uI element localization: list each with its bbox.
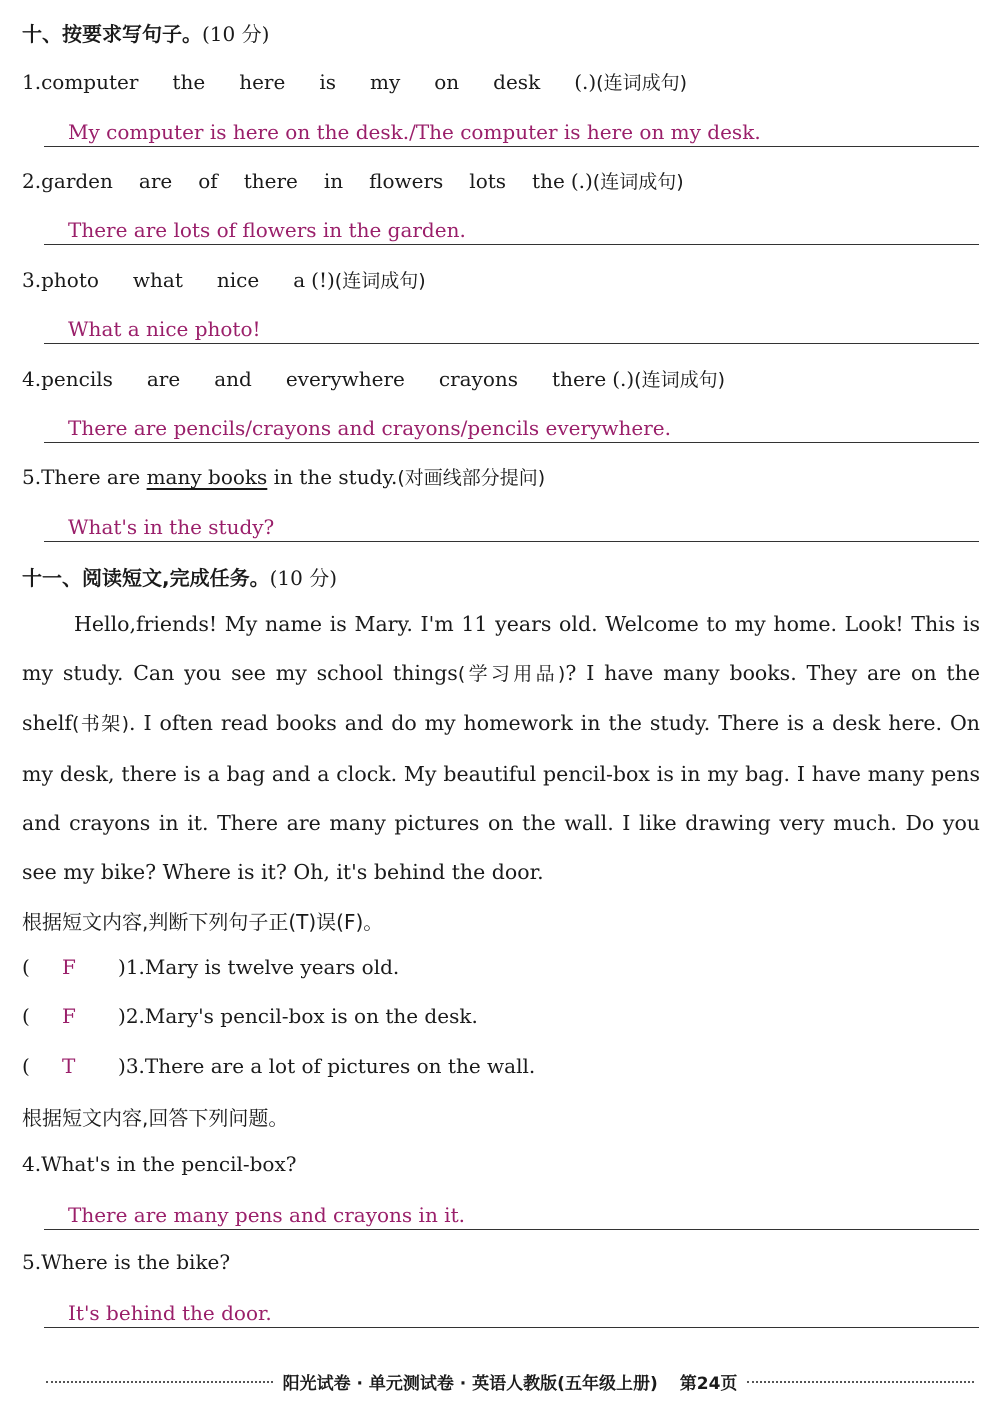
answer-text: There are lots of flowers in the garden. [68,218,466,242]
word: crayons [438,367,519,391]
tf-item-2 [22,1004,478,1028]
question-number: 2. [22,169,42,193]
word: garden [41,169,113,193]
close-paren: ) [118,1054,126,1078]
word: photo [41,268,99,292]
word: in [323,169,344,193]
word: a [293,268,306,292]
word: is [319,70,336,94]
section-11-heading [22,562,337,591]
question-instruction: (连词成句) [596,72,687,94]
close-paren: ) [118,955,126,979]
answer-line[interactable] [44,408,979,443]
word: the [532,169,565,193]
qa-instruction: 根据短文内容,回答下列问题。 [22,1106,289,1130]
word: desk [493,70,541,94]
answer-text: What's in the study? [68,515,275,539]
page-footer [36,1366,984,1396]
answer-text: There are pencils/crayons and crayons/pencils everywhere. [68,416,671,440]
word: and [214,367,252,391]
word: flowers [369,169,444,193]
section-11-title: 十一、阅读短文,完成任务。 [22,566,270,590]
question-number: 3. [22,268,42,292]
answer-text: My computer is here on the desk./The computer is here on my desk. [68,120,761,144]
qa-question-5 [22,1250,230,1274]
tf-mark[interactable]: T [62,1054,76,1078]
qa-question-text: 5.Where is the bike? [22,1250,231,1274]
question-2 [22,167,684,194]
section-10-heading [22,18,269,47]
word: pencils [41,367,113,391]
answer-line[interactable] [44,1195,979,1230]
word: are [146,367,181,391]
page-number: 第24页 [679,1373,738,1394]
question-instruction: (连词成句) [634,369,725,391]
close-paren: ) [118,1004,126,1028]
answer-line[interactable] [44,210,979,245]
word: there [552,367,607,391]
answer-text: It's behind the door. [68,1301,272,1325]
passage-text: ? I have many books. They are on the shelf [22,661,980,736]
underlined-phrase: many books [146,465,268,489]
footer-title: 阳光试卷 · 单元测试卷 · 英语人教版(五年级上册) [282,1373,658,1394]
tf-instruction: 根据短文内容,判断下列句子正(T)误(F)。 [22,910,384,934]
word: my [369,70,401,94]
open-paren: ( [22,955,30,979]
answer-line[interactable] [44,309,979,344]
answer-text: There are many pens and crayons in it. [68,1203,465,1227]
footer-divider-left [46,1380,273,1383]
word: everywhere [285,367,405,391]
passage-gloss: (书架) [72,713,130,736]
word: lots [469,169,507,193]
punctuation: (.) [574,70,597,94]
tf-statement: 2.Mary's pencil-box is on the desk. [125,1004,478,1028]
word: computer [41,70,139,94]
open-paren: ( [22,1004,30,1028]
open-paren: ( [22,1054,30,1078]
section-10-score: (10 分) [202,22,270,46]
tf-item-1 [22,955,399,979]
sentence-part: in the study. [267,465,398,489]
question-1 [22,68,687,95]
word: here [239,70,286,94]
question-instruction: (连词成句) [334,270,426,292]
passage-gloss: (学习用品) [457,663,566,686]
sentence-part: There are [41,465,147,489]
answer-line[interactable] [44,112,979,147]
question-3 [22,266,426,293]
answer-text: What a nice photo! [68,317,261,341]
word: on [434,70,460,94]
tf-mark[interactable]: F [62,1004,76,1028]
word: of [198,169,218,193]
footer-divider-right [747,1380,974,1383]
passage-text: Hello,friends! My name is Mary. I'm 11 years old. Welcome to my home. Look! This is my study. Can you see my school things [22,612,980,686]
tf-statement: 1.Mary is twelve years old. [125,955,400,979]
word: what [132,268,183,292]
punctuation: (.) [612,367,635,391]
word: are [138,169,173,193]
question-number: 4. [22,367,42,391]
passage-text: . I often read books and do my homework in the study. There is a desk here. On my desk, there is a bag and a clock. My beautiful pencil-box is in my bag. I have many pens and crayons in it. There are many pictures on the wall. I like drawing very much. Do you see my bike? Where is it? Oh, it's behind the door. [22,711,981,885]
tf-statement: 3.There are a lot of pictures on the wall. [125,1054,536,1078]
tf-item-3 [22,1054,535,1078]
word: nice [216,268,260,292]
answer-line[interactable] [44,507,979,542]
question-number: 1. [22,70,42,94]
section-11-score: (10 分) [269,566,338,590]
word: the [172,70,206,94]
punctuation: (!) [311,268,335,292]
punctuation: (.) [570,169,593,193]
word: there [243,169,298,193]
reading-passage [22,600,980,897]
section-10-title: 十、按要求写句子。 [22,22,202,46]
question-4 [22,365,725,392]
question-instruction: (连词成句) [592,171,684,193]
qa-question-text: 4.What's in the pencil-box? [22,1152,297,1176]
tf-mark[interactable]: F [62,955,76,979]
question-5 [22,463,545,490]
answer-line[interactable] [44,1293,979,1328]
qa-question-4 [22,1152,296,1176]
question-instruction: (对画线部分提问) [397,467,546,489]
question-number: 5. [22,465,42,489]
